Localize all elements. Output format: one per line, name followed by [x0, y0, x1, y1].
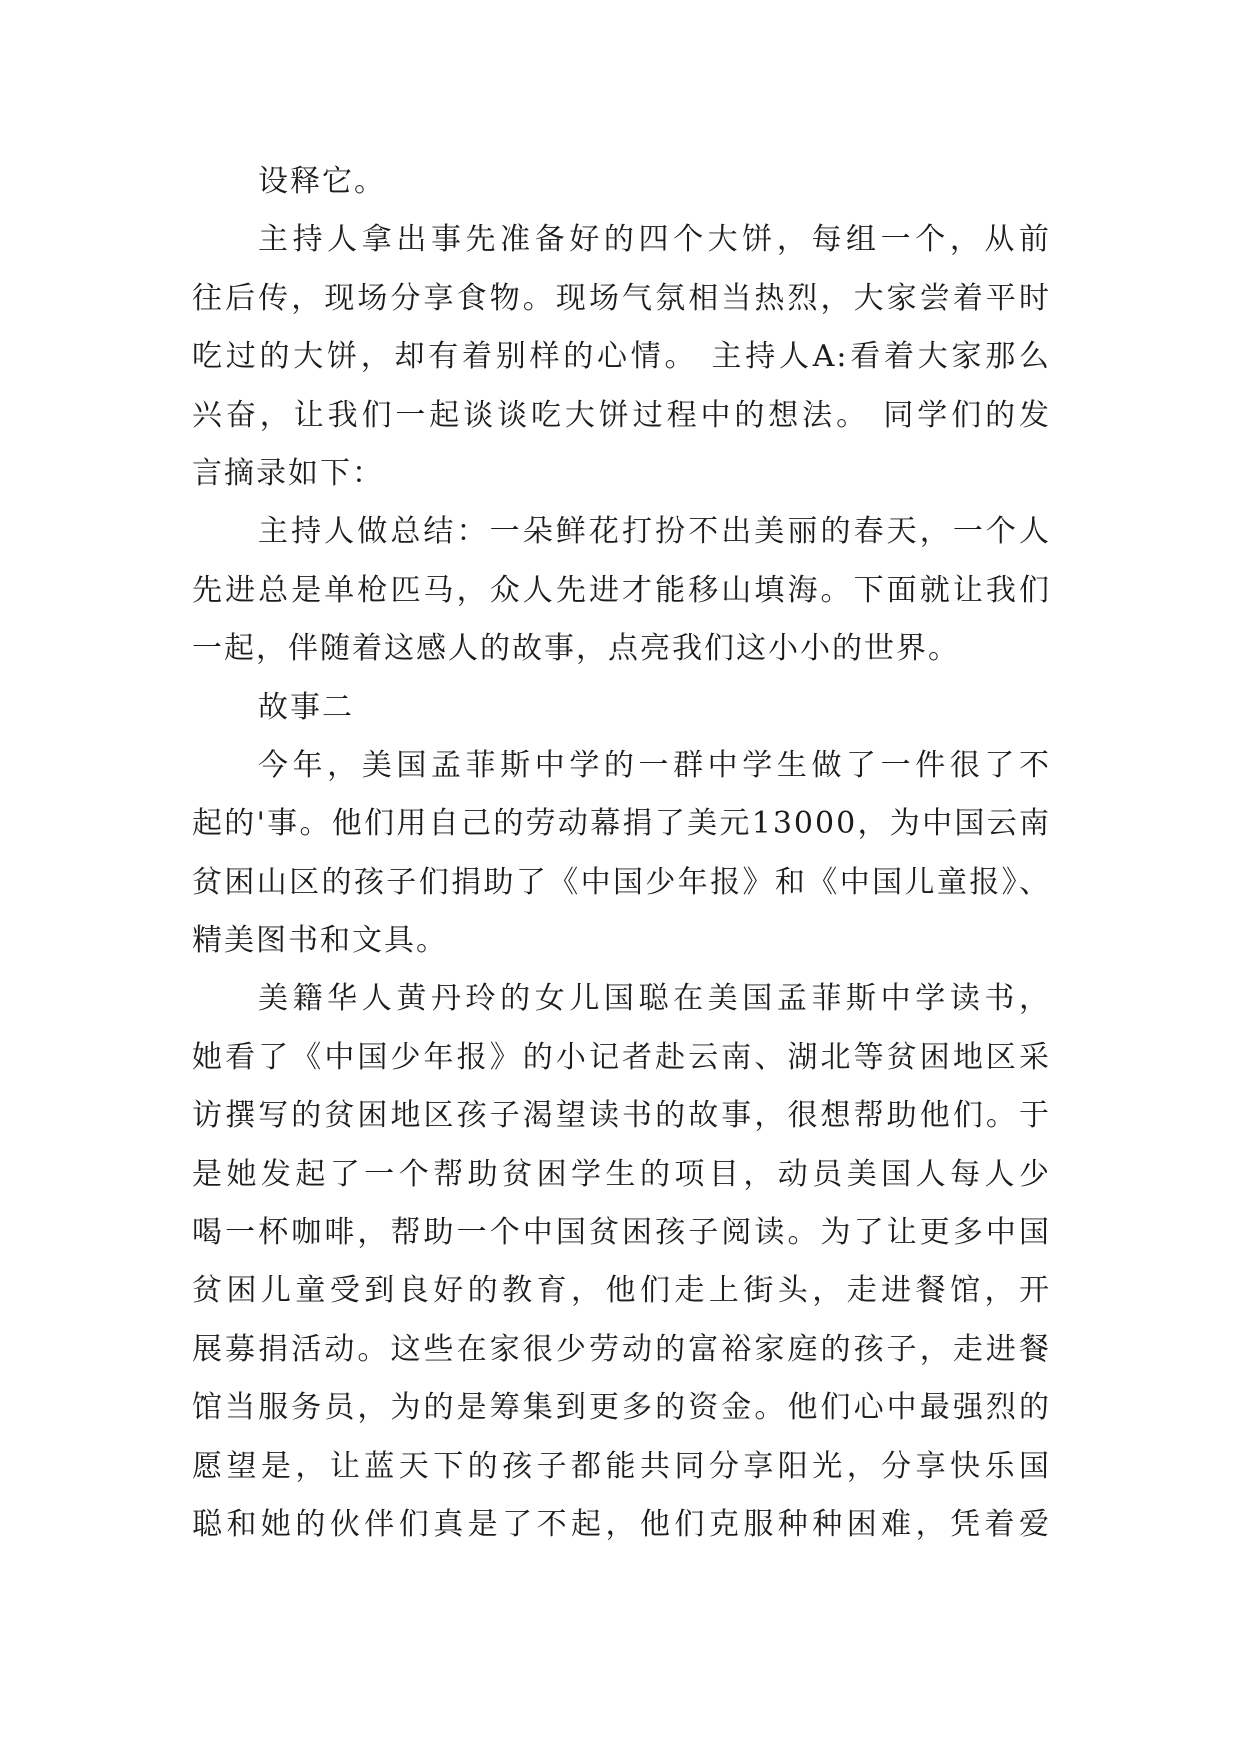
text-line: 是她发起了一个帮助贫困学生的项目，动员美国人每人少 [192, 1156, 1051, 1192]
text-line: 她看了《中国少年报》的小记者赴云南、湖北等贫困地区采 [192, 1039, 1051, 1075]
text-line: 起的'事。他们用自己的劳动幕捐了美元13000，为中国云南 [192, 806, 1051, 842]
text-line: 访撰写的贫困地区孩子渴望读书的故事，很想帮助他们。于 [192, 1098, 1051, 1134]
text-line: 往后传，现场分享食物。现场气氛相当热烈，大家尝着平时 [192, 280, 1051, 316]
text-line: 先进总是单枪匹马，众人先进才能移山填海。下面就让我们 [192, 572, 1051, 608]
paragraph [192, 211, 1051, 503]
paragraph [192, 153, 1051, 211]
text-line: 一起，伴随着这感人的故事，点亮我们这小小的世界。 [192, 631, 960, 667]
text-line: 吃过的大饼，却有着别样的心情。 主持人A:看着大家那么 [192, 339, 1051, 375]
paragraph [192, 503, 1051, 678]
text-line: 设释它。 [258, 164, 386, 199]
text-line: 贫困儿童受到良好的教育，他们走上街头，走进餐馆，开 [192, 1273, 1051, 1309]
paragraph [192, 970, 1051, 1554]
text-line: 言摘录如下： [192, 455, 384, 491]
text-line: 主持人做总结：一朵鲜花打扮不出美丽的春天，一个人 [258, 514, 1051, 550]
text-line: 馆当服务员，为的是筹集到更多的资金。他们心中最强烈的 [192, 1390, 1051, 1426]
text-line: 美籍华人黄丹玲的女儿国聪在美国孟菲斯中学读书， [258, 981, 1051, 1017]
text-line: 兴奋，让我们一起谈谈吃大饼过程中的想法。 同学们的发 [192, 397, 1051, 433]
text-line: 喝一杯咖啡，帮助一个中国贫困孩子阅读。为了让更多中国 [192, 1215, 1051, 1251]
text-line: 愿望是，让蓝天下的孩子都能共同分享阳光，分享快乐国 [192, 1448, 1051, 1484]
story-heading [192, 679, 1051, 737]
paragraph [192, 737, 1051, 971]
document-body [192, 153, 1051, 1554]
text-line: 展募捐活动。这些在家很少劳动的富裕家庭的孩子，走进餐 [192, 1331, 1051, 1367]
text-line: 聪和她的伙伴们真是了不起，他们克服种种困难，凭着爱 [192, 1506, 1051, 1542]
text-line: 故事二 [258, 689, 354, 725]
text-line: 贫困山区的孩子们捐助了《中国少年报》和《中国儿童报》、 [192, 864, 1051, 900]
text-line: 主持人拿出事先准备好的四个大饼，每组一个，从前 [258, 222, 1051, 258]
text-line: 今年，美国孟菲斯中学的一群中学生做了一件很了不 [258, 747, 1051, 783]
text-line: 精美图书和文具。 [192, 923, 448, 959]
